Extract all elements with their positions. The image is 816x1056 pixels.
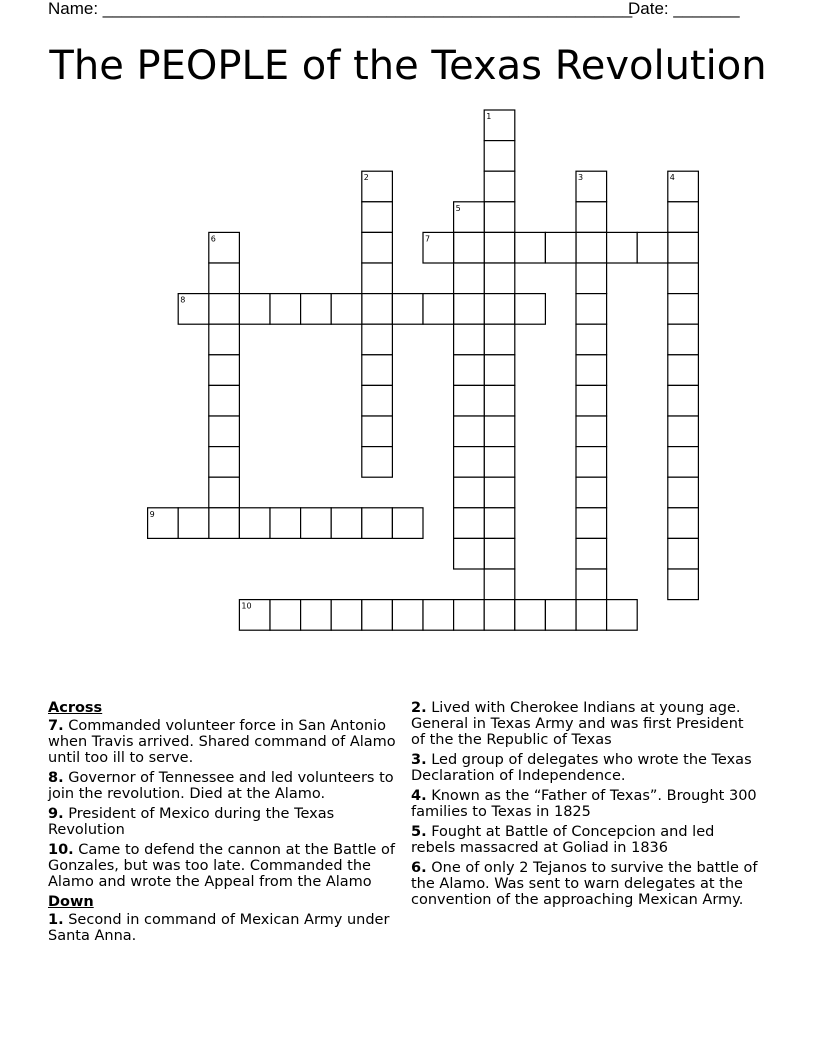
grid-cell[interactable] (484, 202, 515, 233)
grid-cell[interactable] (515, 294, 546, 325)
grid-cell[interactable] (576, 355, 607, 386)
grid-cell[interactable] (484, 355, 515, 386)
across-clue (48, 718, 404, 766)
grid-cell[interactable] (454, 416, 485, 447)
grid-cell[interactable] (515, 232, 546, 263)
clue-text: Known as the “Father of Texas”. Brought 300 families to Texas in 1825 (411, 788, 757, 820)
clue-number-label: 3 (578, 173, 584, 183)
grid-cell[interactable] (668, 447, 699, 478)
grid-cell[interactable] (484, 508, 515, 539)
clue-text: President of Mexico during the Texas Revolution (48, 806, 335, 838)
grid-cell[interactable] (454, 355, 485, 386)
grid-cell[interactable] (607, 600, 638, 631)
clue-number-label: 10 (241, 601, 252, 611)
grid-cell[interactable] (576, 385, 607, 416)
grid-cell[interactable] (668, 202, 699, 233)
grid-cell[interactable] (301, 508, 332, 539)
grid-cell[interactable] (331, 600, 362, 631)
grid-cell[interactable] (270, 600, 301, 631)
grid-cell[interactable] (454, 294, 485, 325)
grid-cell[interactable] (362, 202, 393, 233)
grid-cell[interactable] (668, 416, 699, 447)
grid-cell[interactable] (576, 416, 607, 447)
grid-cell[interactable] (270, 508, 301, 539)
grid-cell[interactable] (209, 477, 240, 508)
down-clue (411, 788, 761, 820)
grid-cell[interactable] (668, 385, 699, 416)
grid-cell[interactable] (209, 508, 240, 539)
clue-number: 4. (411, 788, 427, 804)
across-clue (48, 842, 404, 890)
grid-cell[interactable] (484, 171, 515, 202)
grid-cell[interactable] (362, 263, 393, 294)
grid-cell[interactable] (331, 508, 362, 539)
grid-cell[interactable] (454, 447, 485, 478)
clue-number: 7. (48, 718, 64, 734)
clue-number: 2. (411, 700, 427, 716)
clues-left-column (48, 700, 404, 948)
grid-cell[interactable] (362, 508, 393, 539)
clue-text: Second in command of Mexican Army under Santa Anna. (48, 912, 390, 944)
grid-cell[interactable] (362, 416, 393, 447)
grid-cell[interactable] (668, 232, 699, 263)
clue-number-label: 6 (210, 234, 216, 244)
clue-number: 10. (48, 842, 74, 858)
down-clue (48, 912, 404, 944)
grid-cell[interactable] (454, 324, 485, 355)
clue-number-label: 1 (486, 112, 492, 121)
grid-cell[interactable] (454, 232, 485, 263)
across-clue (48, 770, 404, 802)
name-field[interactable]: Name: ________________________________________________________ (48, 0, 633, 18)
grid-cell[interactable] (545, 600, 576, 631)
grid-cell[interactable] (668, 538, 699, 569)
grid-cell[interactable] (270, 294, 301, 325)
across-clue (48, 806, 404, 838)
down-clue-list-part1 (48, 912, 404, 944)
date-field[interactable]: Date: _______ (628, 0, 740, 18)
grid-cell[interactable] (576, 294, 607, 325)
grid-cell[interactable] (209, 294, 240, 325)
clue-number-label: 4 (669, 173, 675, 183)
grid-cell[interactable] (668, 569, 699, 600)
clue-number: 9. (48, 806, 64, 822)
grid-cell[interactable] (668, 508, 699, 539)
grid-cell[interactable] (484, 416, 515, 447)
grid-cell[interactable] (209, 447, 240, 478)
grid-cell[interactable] (637, 232, 668, 263)
clue-text: One of only 2 Tejanos to survive the battle of the Alamo. Was sent to warn delegates at the convention of the approaching Mexican Army. (411, 860, 758, 908)
grid-cell[interactable] (209, 324, 240, 355)
grid-cell[interactable] (545, 232, 576, 263)
clue-text: Governor of Tennessee and led volunteers to join the revolution. Died at the Alamo. (48, 770, 394, 802)
down-clue (411, 824, 761, 856)
grid-cell[interactable] (668, 477, 699, 508)
grid-cell[interactable] (331, 294, 362, 325)
grid-cell[interactable] (362, 600, 393, 631)
down-heading: Down (48, 894, 94, 910)
grid-cell[interactable] (209, 385, 240, 416)
grid-cell[interactable] (668, 294, 699, 325)
grid-cell[interactable] (484, 538, 515, 569)
grid-cell[interactable] (392, 600, 423, 631)
grid-cell[interactable] (239, 294, 270, 325)
clue-number-label: 2 (363, 173, 369, 183)
grid-cell[interactable] (576, 477, 607, 508)
clue-text: Fought at Battle of Concepcion and led rebels massacred at Goliad in 1836 (411, 824, 715, 856)
grid-cell[interactable] (576, 447, 607, 478)
grid-cell[interactable] (668, 355, 699, 386)
grid-cell[interactable] (576, 202, 607, 233)
grid-cell[interactable] (454, 477, 485, 508)
grid-cell[interactable] (576, 232, 607, 263)
grid-cell[interactable] (484, 477, 515, 508)
grid-cell[interactable] (454, 600, 485, 631)
down-clue (411, 752, 761, 784)
down-clue-list-part2 (411, 700, 761, 908)
grid-cell[interactable] (209, 416, 240, 447)
clue-number-label: 9 (149, 509, 155, 519)
grid-cell[interactable] (576, 569, 607, 600)
clues-right-column (411, 700, 761, 912)
clue-number: 3. (411, 752, 427, 768)
grid-cell[interactable] (454, 385, 485, 416)
grid-cell[interactable] (301, 600, 332, 631)
down-clue (411, 860, 761, 908)
across-heading: Across (48, 700, 103, 716)
grid-cell[interactable] (362, 355, 393, 386)
grid-cell[interactable] (484, 324, 515, 355)
grid-cell[interactable] (484, 141, 515, 172)
grid-cell[interactable] (484, 385, 515, 416)
grid-cell[interactable] (668, 324, 699, 355)
grid-cell[interactable] (392, 294, 423, 325)
grid-cell[interactable] (454, 538, 485, 569)
grid-cell[interactable] (362, 324, 393, 355)
grid-cell[interactable] (301, 294, 332, 325)
grid-cell[interactable] (423, 600, 454, 631)
grid-cell[interactable] (209, 355, 240, 386)
clue-number: 8. (48, 770, 64, 786)
across-clue-list (48, 718, 404, 890)
grid-cell[interactable] (209, 263, 240, 294)
grid-cell[interactable] (239, 508, 270, 539)
grid-cell[interactable] (484, 263, 515, 294)
grid-cell[interactable] (362, 447, 393, 478)
grid-cell[interactable] (362, 232, 393, 263)
page-title: The PEOPLE of the Texas Revolution (49, 43, 767, 89)
grid-cell[interactable] (576, 538, 607, 569)
grid-cell[interactable] (362, 294, 393, 325)
down-clue (411, 700, 761, 748)
grid-cell[interactable] (178, 508, 209, 539)
grid-cell[interactable] (454, 508, 485, 539)
grid-cell[interactable] (515, 600, 546, 631)
grid-cell[interactable] (668, 263, 699, 294)
clue-number-label: 7 (425, 234, 431, 244)
grid-cell[interactable] (576, 600, 607, 631)
grid-cell[interactable] (484, 447, 515, 478)
grid-cell[interactable] (454, 263, 485, 294)
clue-number: 6. (411, 860, 427, 876)
grid-cell[interactable] (362, 385, 393, 416)
clue-number-label: 8 (180, 295, 186, 305)
clue-text: Lived with Cherokee Indians at young age. General in Texas Army and was first President of the the Republic of Texas (411, 700, 744, 748)
grid-cell[interactable] (484, 232, 515, 263)
clue-number: 1. (48, 912, 64, 928)
grid-cell[interactable] (607, 232, 638, 263)
grid-cell[interactable] (484, 600, 515, 631)
grid-cell[interactable] (576, 324, 607, 355)
grid-cell[interactable] (392, 508, 423, 539)
clue-text: Commanded volunteer force in San Antonio when Travis arrived. Shared command of Alamo until too ill to serve. (48, 718, 396, 766)
grid-cell[interactable] (576, 508, 607, 539)
grid-cell[interactable] (484, 569, 515, 600)
clue-number-label: 5 (455, 203, 461, 213)
clue-text: Led group of delegates who wrote the Texas Declaration of Independence. (411, 752, 752, 784)
grid-cell[interactable] (576, 263, 607, 294)
grid-cell[interactable] (423, 294, 454, 325)
clue-text: Came to defend the cannon at the Battle of Gonzales, but was too late. Commanded the Alamo and wrote the Appeal from the Alamo (48, 842, 395, 890)
clue-number: 5. (411, 824, 427, 840)
grid-cell[interactable] (484, 294, 515, 325)
